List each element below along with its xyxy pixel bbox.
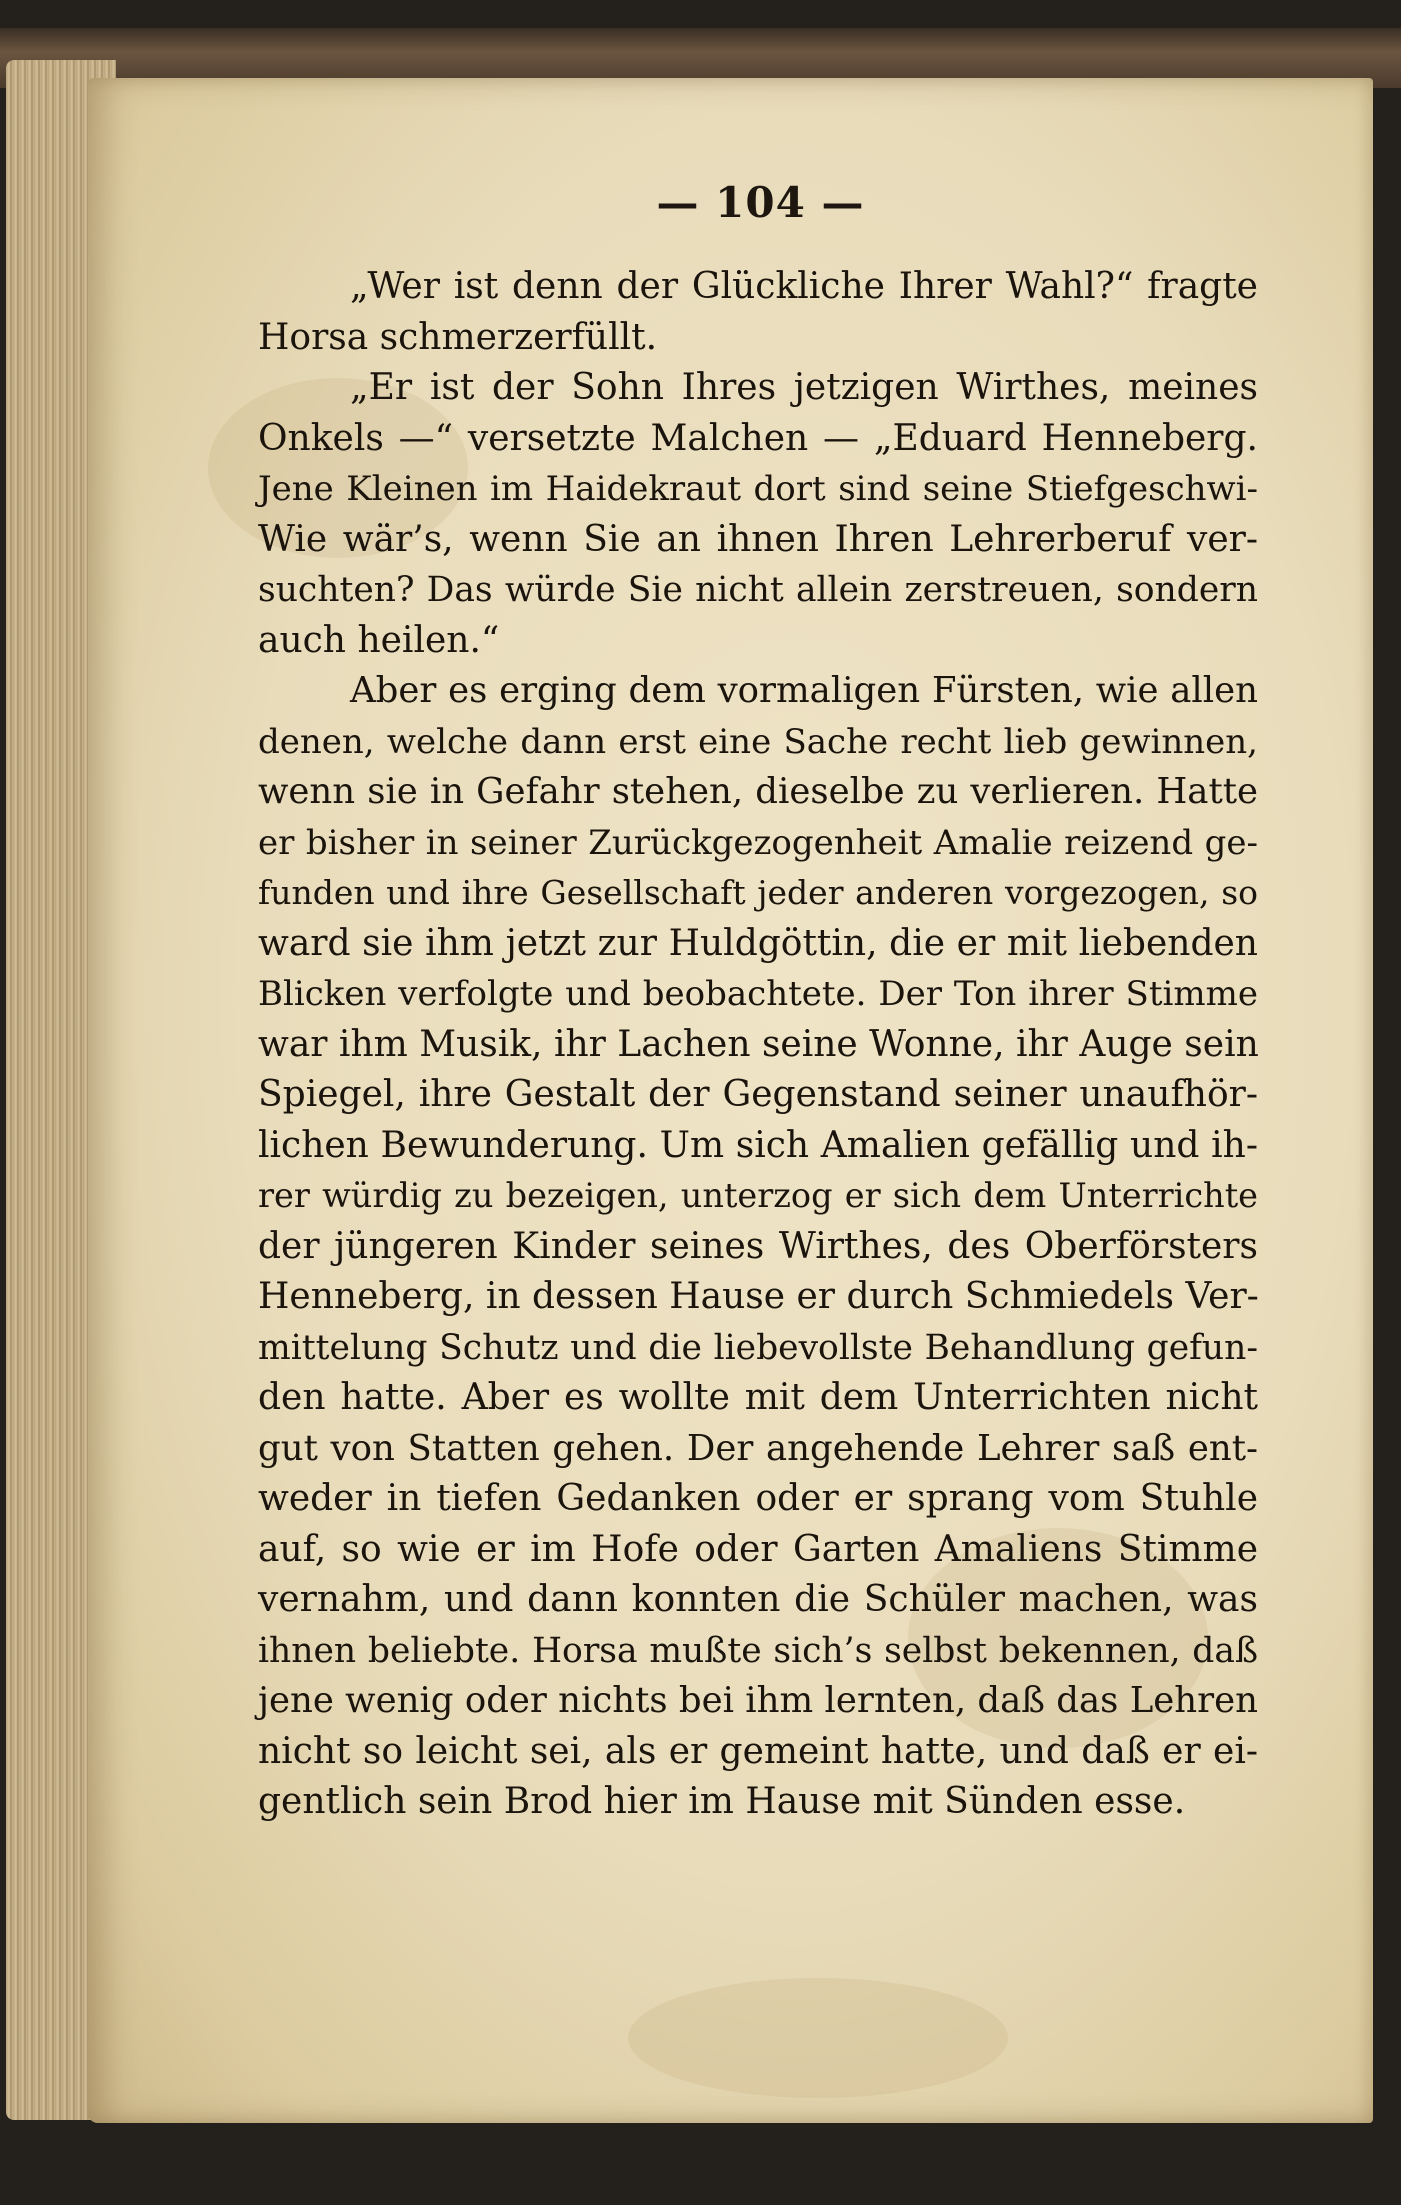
text-line: er bisher in seiner Zurückgezogenheit Amalie reizend ge- — [258, 822, 1258, 863]
text-line: gentlich sein Brod hier im Hause mit Sünden esse. — [258, 1781, 1186, 1822]
text-line: auch heilen.“ — [258, 619, 500, 661]
text-line: Spiegel, ihre Gestalt der Gegenstand seiner unaufhör- — [258, 1074, 1258, 1115]
text-line: ward sie ihm jetzt zur Huldgöttin, die er mit liebenden — [258, 922, 1258, 964]
text-line: „Wer ist denn der Glückliche Ihrer Wahl?“ fragte — [350, 266, 1258, 307]
text-line: Jene Kleinen im Haidekraut dort sind seine Stiefgeschwi- — [258, 469, 1258, 509]
text-line: Horsa schmerzerfüllt. — [258, 316, 658, 358]
text-line: rer würdig zu bezeigen, unterzog er sich dem Unterrichte — [258, 1176, 1258, 1215]
text-line: gut von Statten gehen. Der angehende Lehrer saß ent- — [258, 1427, 1258, 1469]
text-line: ihnen beliebte. Horsa mußte sich’s selbst bekennen, daß — [258, 1630, 1258, 1671]
text-line: funden und ihre Gesellschaft jeder anderen vorgezogen, so — [258, 873, 1258, 912]
text-line: wenn sie in Gefahr stehen, dieselbe zu verlieren. Hatte — [258, 771, 1258, 812]
text-line: Henneberg, in dessen Hause er durch Schmiedels Ver- — [258, 1276, 1259, 1317]
text-line: den hatte. Aber es wollte mit dem Unterrichten nicht — [258, 1377, 1258, 1418]
text-line: Blicken verfolgte und beobachtete. Der Ton ihrer Stimme — [258, 974, 1258, 1014]
text-line: Wie wär’s, wenn Sie an ihnen Ihren Lehrerberuf ver- — [258, 518, 1258, 560]
body-text — [258, 262, 1258, 1828]
paper-stain — [628, 1978, 1008, 2098]
text-line: Aber es erging dem vormaligen Fürsten, wie allen — [350, 670, 1258, 711]
text-line: vernahm, und dann konnten die Schüler machen, was — [258, 1579, 1258, 1620]
text-line: lichen Bewunderung. Um sich Amalien gefällig und ih- — [258, 1124, 1258, 1166]
text-line: jene wenig oder nichts bei ihm lernten, daß das Lehren — [258, 1680, 1258, 1721]
text-line: war ihm Musik, ihr Lachen seine Wonne, ihr Auge sein — [258, 1023, 1259, 1065]
text-line: mittelung Schutz und die liebevollste Behandlung gefun- — [258, 1327, 1258, 1368]
text-line: „Er ist der Sohn Ihres jetzigen Wirthes, meines — [350, 367, 1258, 408]
text-line: weder in tiefen Gedanken oder er sprang vom Stuhle — [258, 1478, 1258, 1519]
text-line: denen, welche dann erst eine Sache recht lieb gewinnen, — [258, 721, 1258, 762]
text-line: auf, so wie er im Hofe oder Garten Amaliens Stimme — [258, 1528, 1258, 1570]
text-line: suchten? Das würde Sie nicht allein zerstreuen, sondern — [258, 570, 1258, 610]
page-number: — 104 — — [656, 178, 865, 227]
text-line: der jüngeren Kinder seines Wirthes, des Oberförsters — [258, 1225, 1258, 1267]
text-line: nicht so leicht sei, als er gemeint hatte, und daß er ei- — [258, 1730, 1258, 1772]
text-line: Onkels —“ versetzte Malchen — „Eduard Henneberg. — [258, 417, 1258, 459]
